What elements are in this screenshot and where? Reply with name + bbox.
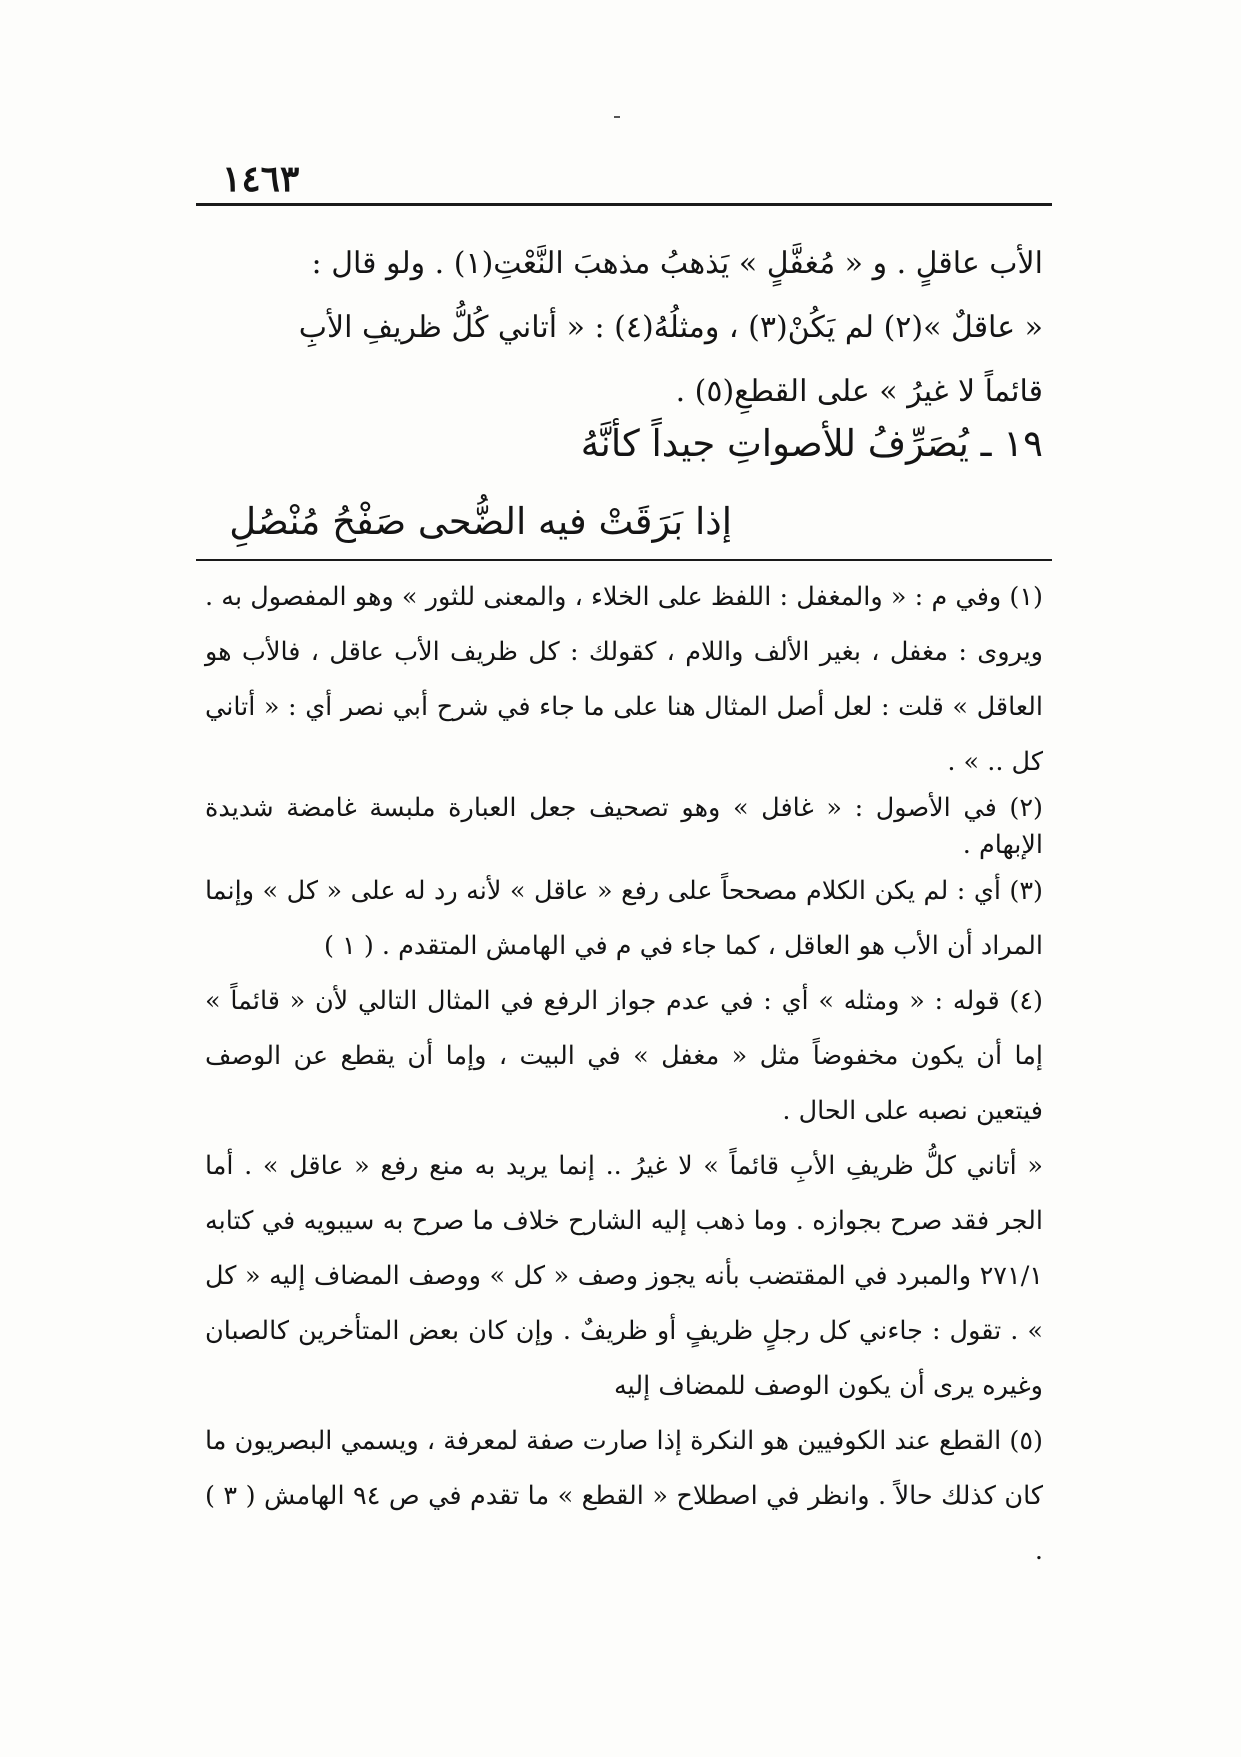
- footnote-1: (١) وفي م : « والمغفل : اللفظ على الخلاء ، والمعنى للثور » وهو المفصول به . ويروى : مغفل ، بغير الألف واللام ، كقولك : كل ظريف الأب عاقل ، فالأب هو العاقل » قلت : لعل أصل المثال هنا على ما جاء في شرح أبي نصر أي : « أتاني كل .. » .: [205, 582, 1043, 777]
- verse-second-hemistich: إذا بَرَقَتْ فيه الضُّحى صَفْحُ مُنْصُلِ: [229, 500, 732, 543]
- main-text-line: قائماً لا غيرُ » على القطعِ(٥) .: [675, 374, 1043, 409]
- footnotes: [205, 570, 1043, 1579]
- main-text: [205, 232, 1043, 424]
- footnote-5: (٥) القطع عند الكوفيين هو النكرة إذا صارت صفة لمعرفة ، ويسمي البصريون ما كان كذلك حالاً . وانظر في اصطلاح « القطع » ما تقدم في ص ٩٤ الهامش ( ٣ ) .: [205, 1426, 1043, 1566]
- footnote-2: (٢) في الأصول : « غافل » وهو تصحيف جعل العبارة ملبسة غامضة شديدة الإبهام .: [205, 793, 1043, 860]
- page-number: ١٤٦٣: [222, 158, 300, 200]
- footnote-3: (٣) أي : لم يكن الكلام مصححاً على رفع « عاقل » لأنه رد له على « كل » وإنما المراد أن الأب هو العاقل ، كما جاء في م في الهامش المتقدم . ( ١ ): [205, 876, 1043, 961]
- footnote-4: (٤) قوله : « ومثله » أي : في عدم جواز الرفع في المثال التالي لأن « قائماً » إما أن يكون مخفوضاً مثل « مغفل » في البيت ، وإما أن يقطع عن الوصف فيتعين نصبه على الحال .: [205, 986, 1043, 1126]
- footnote-separator: [196, 559, 1052, 561]
- main-text-line: الأب عاقلٍ . و « مُغفَّلٍ » يَذهبُ مذهبَ النَّعْتِ(١) . ولو قال :: [311, 246, 1043, 281]
- header-rule: [196, 203, 1052, 206]
- footnote-4-continued: « أتاني كلُّ ظريفِ الأبِ قائماً » لا غيرُ .. إنما يريد به منع رفع « عاقل » . أما الجر فقد صرح بجوازه . وما ذهب إليه الشارح خلاف ما صرح به سيبويه في كتابه ٢٧١/١ والمبرد في المقتضب بأنه يجوز وصف « كل » ووصف المضاف إليه « كل » . تقول : جاءني كل رجلٍ ظريفٍ أو ظريفٌ . وإن كان بعض المتأخرين كالصبان وغيره يرى أن يكون الوصف للمضاف إليه: [205, 1151, 1043, 1401]
- main-text-line: « عاقلٌ »(٢) لم يَكُنْ(٣) ، ومثلُهُ(٤) : « أتاني كُلُّ ظريفِ الأبِ: [298, 310, 1043, 345]
- print-speck: [614, 116, 620, 118]
- verse-first-hemistich: ١٩ ـ يُصَرِّفُ للأصواتِ جيداً كأنَّهُ: [580, 422, 1043, 465]
